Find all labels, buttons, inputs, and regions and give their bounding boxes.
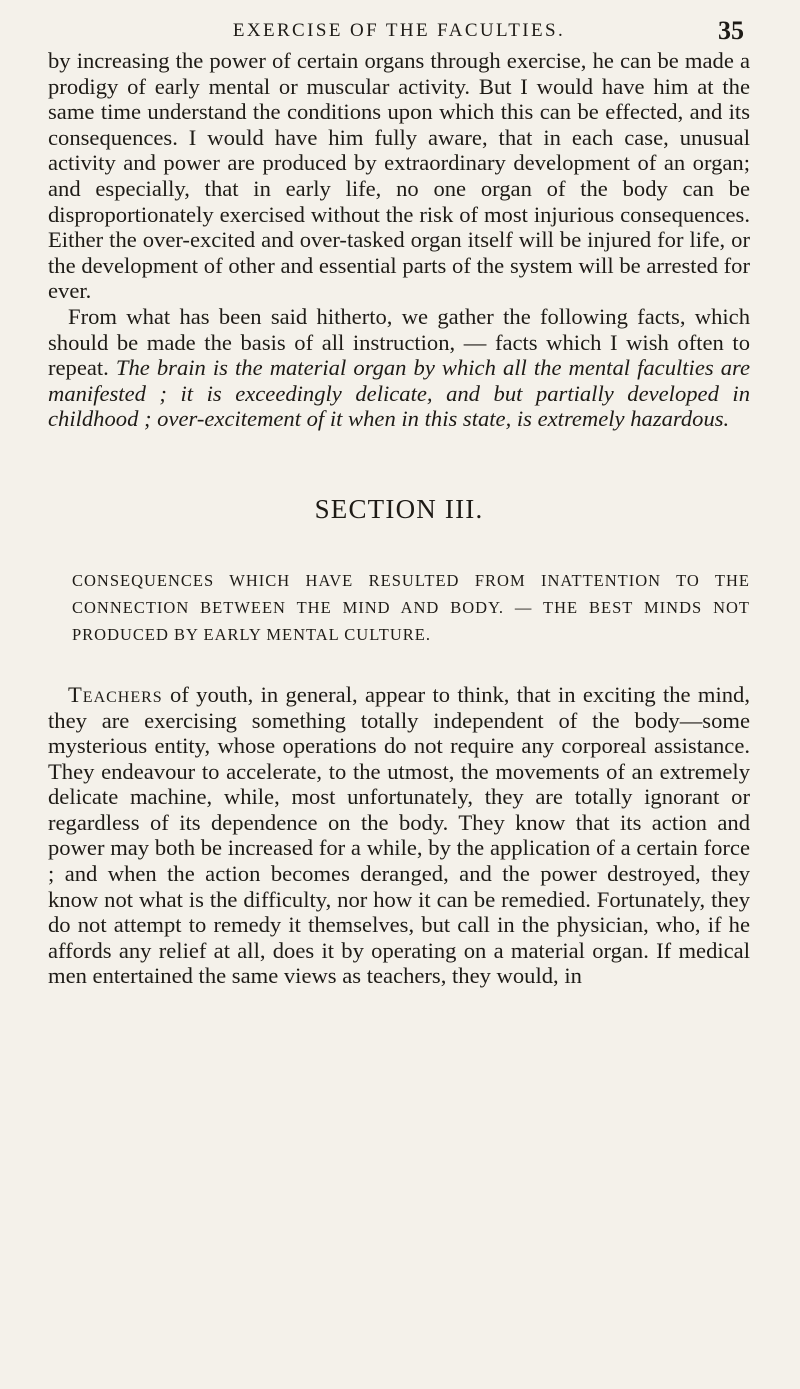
paragraph-lead-word: Teachers [68,681,163,707]
page-number: 35 [718,16,744,45]
summary-facts-intro: From what has been said hitherto, we gather the following facts, which should be made the basis of all instruction, — facts which I wish often to repeat. [48,303,750,381]
paragraph-teachers [48,682,750,989]
paragraph-summary-facts [48,304,750,432]
body-text [48,48,750,432]
summary-facts-italic: The brain is the material organ by which all the mental faculties are manifested ; it is exceedingly delicate, and but partially developed in childhood ; over-excitement of it when in this state, is extremely hazardous. [48,355,750,432]
running-head-title: EXERCISE OF THE FACULTIES. [232,20,566,41]
body-text-section [48,682,750,989]
paragraph-teachers-text: of youth, in general, appear to think, that in exciting the mind, they are exercising something totally independent of the body—some mysterious entity, whose operations do not require any corporeal assistance. They endeavour to accelerate, to the utmost, the movements of an extremely delicate machine, while, most unfortunately, they are totally ignorant or regardless of its dependence on the body. They know that its action and power may both be increased for a while, by the application of a certain force ; and when the action becomes deranged, and the power destroyed, they know not what is the difficulty, nor how it can be remedied. Fortunately, they do not attempt to remedy it themselves, but call in the physician, who, if he affords any relief at all, does it by operating on a material organ. If medical men entertained the same views as teachers, they would, in [48,681,750,989]
section-heading: SECTION III. [314,493,484,524]
section-summary: CONSEQUENCES WHICH HAVE RESULTED FROM INATTENTION TO THE CONNECTION BETWEEN THE MIND AND BODY. — THE BEST MINDS NOT PRODUCED BY EARLY MENTAL CULTURE. [72,570,750,644]
running-head [48,14,750,48]
paragraph-continuation: by increasing the power of certain organs through exercise, he can be made a prodigy of early mental or muscular activity. But I would have him at the same time understand the conditions upon which this can be effected, and its consequences. I would have him fully aware, that in each case, unusual activity and power are produced by extraordinary development of an organ; and especially, that in early life, no one organ of the body can be disproportionately exercised without the risk of most injurious consequences. Either the over-excited and over-tasked organ itself will be injured for life, or the development of other and essential parts of the system will be arrested for ever. [48,48,750,304]
